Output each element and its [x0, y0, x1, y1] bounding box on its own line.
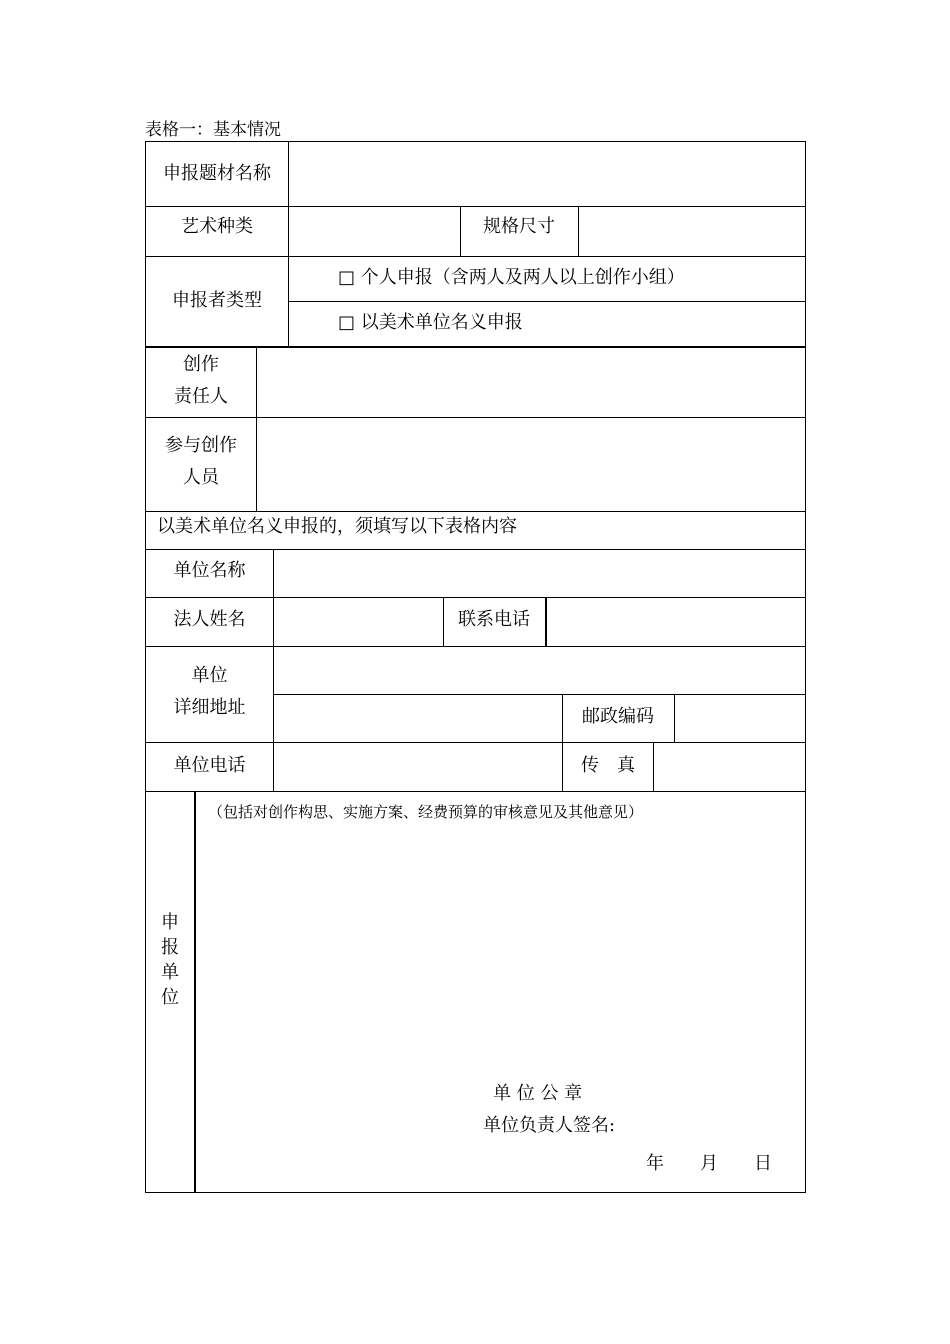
postcode-label: 邮政编码 — [582, 706, 654, 727]
unit-name-label: 单位名称 — [173, 560, 246, 581]
size-label: 规格尺寸 — [483, 216, 555, 237]
form-caption: 表格一：基本情况 — [145, 120, 281, 140]
participants-label-line2: 人员 — [183, 467, 219, 488]
row-divider — [273, 694, 805, 695]
contact-phone-label: 联系电话 — [458, 609, 530, 630]
unit-phone-label: 单位电话 — [173, 755, 246, 776]
basic-info-form — [145, 141, 806, 1193]
creator-label-line2: 责任人 — [174, 386, 228, 407]
creator-label-line1: 创作 — [183, 354, 219, 375]
applicant-type-label: 申报者类型 — [172, 290, 262, 311]
address-label-line2: 详细地址 — [173, 697, 246, 718]
individual-option-checkbox[interactable]: □ 个人申报（含两人及两人以上创作小组） — [338, 267, 685, 288]
address-label-line1: 单位 — [191, 665, 228, 686]
participants-label-line1: 参与创作 — [165, 435, 237, 456]
row-divider — [146, 206, 805, 207]
unit-seal-label: 单 位 公 章 — [493, 1083, 583, 1104]
column-divider — [653, 742, 654, 791]
row-divider — [146, 417, 805, 418]
opinion-note: （包括对创作构思、实施方案、经费预算的审核意见及其他意见） — [208, 803, 644, 821]
column-divider — [545, 597, 547, 646]
legal-person-label: 法人姓名 — [173, 609, 246, 630]
subject-name-label: 申报题材名称 — [163, 163, 271, 184]
column-divider — [256, 347, 257, 511]
column-divider — [273, 549, 274, 791]
unit-option-checkbox[interactable]: □ 以美术单位名义申报 — [338, 312, 523, 333]
row-divider — [146, 256, 805, 257]
applying-unit-label: 申报单位 — [161, 912, 179, 1008]
unit-notice: 以美术单位名义申报的，须填写以下表格内容 — [157, 516, 517, 537]
column-divider — [288, 142, 289, 347]
column-divider — [578, 206, 579, 256]
row-divider — [146, 742, 805, 743]
row-divider — [146, 791, 805, 792]
column-divider — [194, 791, 196, 1192]
row-divider — [146, 646, 805, 647]
art-type-label: 艺术种类 — [181, 216, 253, 237]
date-label: 年 月 日 — [646, 1153, 772, 1174]
row-divider — [146, 549, 805, 550]
fax-label: 传 真 — [581, 755, 635, 776]
column-divider — [674, 694, 675, 742]
row-divider — [288, 301, 805, 302]
signature-label: 单位负责人签名: — [483, 1115, 616, 1136]
row-divider — [146, 346, 805, 348]
row-divider — [146, 597, 805, 598]
